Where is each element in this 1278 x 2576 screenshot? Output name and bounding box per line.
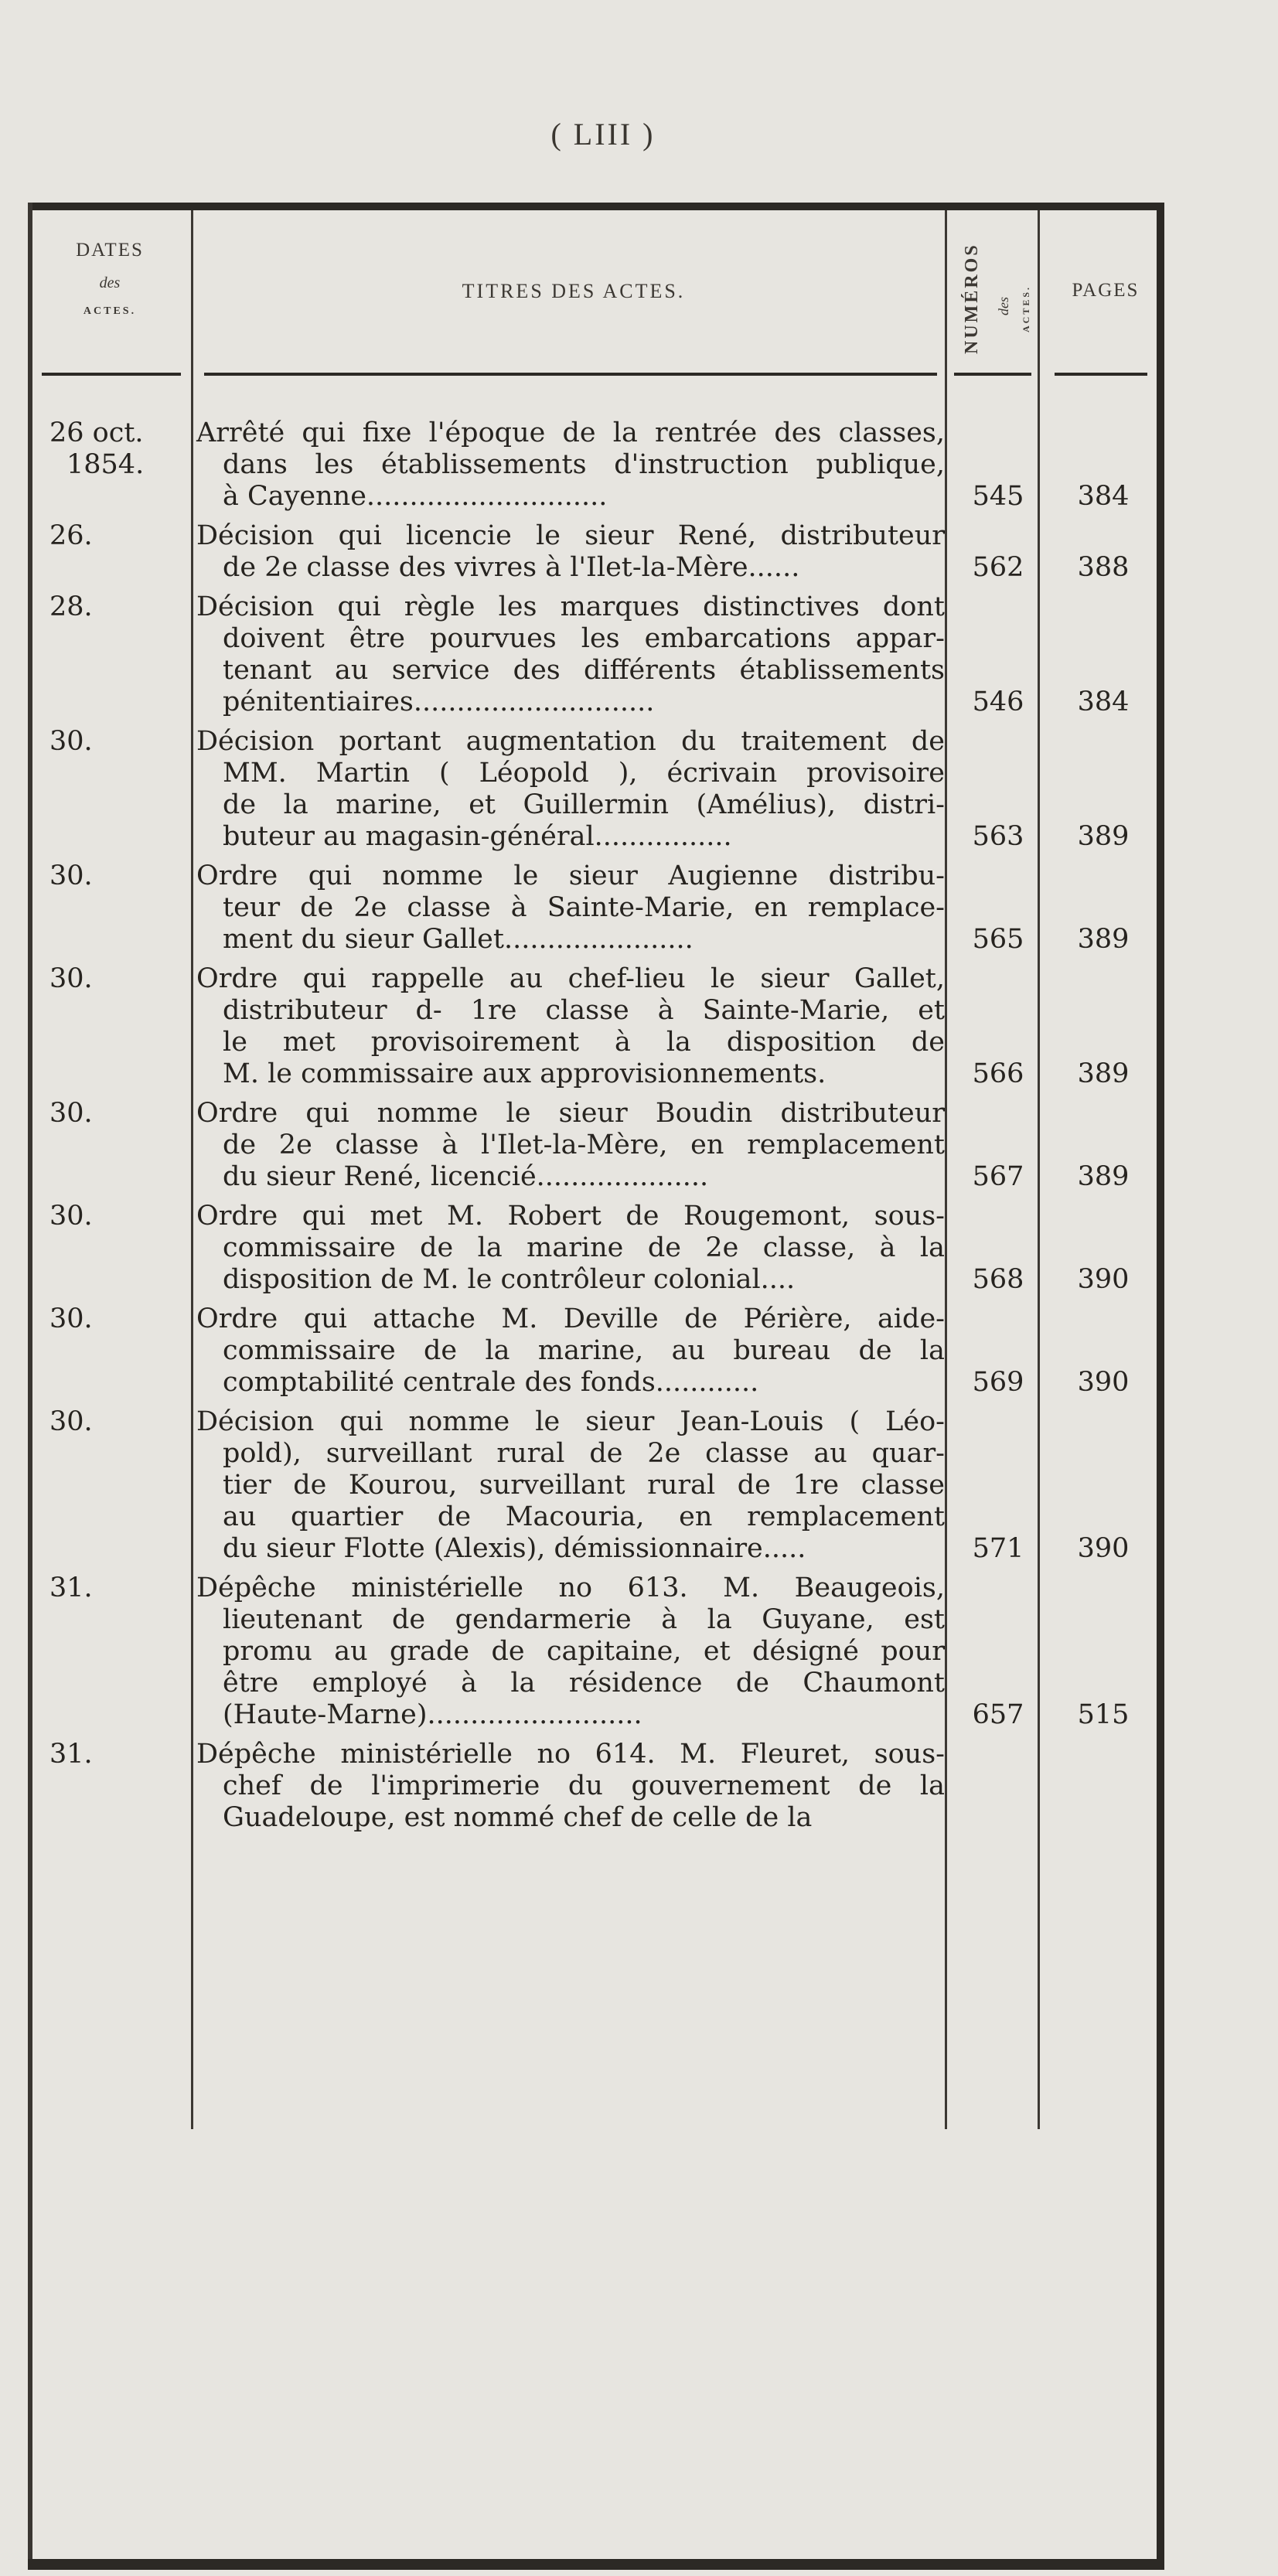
- entry-page: 384: [1077, 687, 1130, 717]
- entry-number: 567: [972, 1161, 1024, 1192]
- entry-page: 389: [1077, 924, 1130, 955]
- entry-title-line: Dépêche ministérielle no 614. M. Fleuret, sous-: [196, 1739, 945, 1770]
- column-divider-dates: [191, 210, 193, 2129]
- entry-title-line: tenant au service des différents établissements: [223, 655, 945, 686]
- entry-title: [196, 963, 945, 1090]
- entry-title-line: Guadeloupe, est nommé chef de celle de la: [223, 1802, 813, 1833]
- header-dates-line3: ACTES.: [83, 305, 137, 317]
- entry-date: [49, 1303, 93, 1335]
- entry-title-line: commissaire de la marine, au bureau de la: [223, 1335, 945, 1366]
- entry-title-line: ment du sieur Gallet......................: [223, 924, 694, 955]
- entry-title-line: à Cayenne............................: [223, 481, 608, 512]
- header-numeros: [957, 224, 1042, 356]
- entry-title-line: du sieur René, licencié....................: [223, 1161, 709, 1192]
- entry-title-line: de 2e classe des vivres à l'Ilet-la-Mère......: [223, 552, 800, 583]
- entry-title-line: être employé à la résidence de Chaumont: [223, 1668, 945, 1699]
- entry-title-line: comptabilité centrale des fonds............: [223, 1367, 759, 1398]
- entry-title-line: lieutenant de gendarmerie à la Guyane, est: [223, 1604, 945, 1635]
- entry-date: [49, 860, 93, 892]
- entry-title-line: Décision qui licencie le sieur René, distributeur: [196, 520, 945, 551]
- table-right-rule: [1157, 203, 1164, 2570]
- entry-title: [196, 726, 945, 853]
- page-header: ( LIII ): [550, 117, 656, 152]
- entry-title-line: Dépêche ministérielle no 613. M. Beaugeois,: [196, 1573, 945, 1603]
- entry-date-line: 30.: [49, 1406, 93, 1437]
- entry-page: 388: [1077, 552, 1130, 583]
- header-rule-titres: [204, 373, 937, 376]
- entry-title-line: du sieur Flotte (Alexis), démissionnaire.....: [223, 1533, 806, 1564]
- entry-title-line: Décision qui nomme le sieur Jean-Louis ( Léo-: [196, 1406, 945, 1437]
- entry-number: 568: [972, 1264, 1024, 1295]
- entry-number: 657: [972, 1699, 1024, 1730]
- entry-date-line: 1854.: [66, 449, 145, 480]
- entry-title: [196, 1201, 945, 1296]
- entry-title: [196, 417, 945, 513]
- entry-number: 565: [972, 924, 1024, 955]
- entry-date: [49, 963, 93, 995]
- entry-date: [49, 1573, 93, 1604]
- entry-date: [49, 1098, 93, 1130]
- entry-date: [49, 726, 93, 758]
- entry-date: [49, 417, 144, 481]
- entry-title-line: disposition de M. le contrôleur colonial....: [223, 1264, 796, 1295]
- entry-date-line: 30.: [49, 1201, 93, 1232]
- header-titres: TITRES DES ACTES.: [462, 280, 686, 302]
- entry-date-line: 31.: [49, 1573, 93, 1603]
- entry-date: [49, 591, 93, 623]
- entry-number: 562: [972, 552, 1024, 583]
- entry-title-line: Ordre qui rappelle au chef-lieu le sieur Gallet,: [196, 963, 945, 994]
- entry-title-line: buteur au magasin-général................: [223, 821, 732, 852]
- header-pages: PAGES: [1072, 280, 1140, 301]
- entry-date-line: 30.: [49, 1098, 93, 1129]
- table-top-rule: [28, 203, 1164, 210]
- entry-title-line: MM. Martin ( Léopold ), écrivain provisoire: [223, 758, 945, 789]
- entry-date-line: 26.: [49, 520, 93, 551]
- entry-title-line: Ordre qui attache M. Deville de Périère, aide-: [196, 1303, 945, 1334]
- entry-date-line: 30.: [49, 963, 93, 994]
- entry-date-line: 30.: [49, 1303, 93, 1334]
- header-numeros-line2: des: [996, 297, 1011, 315]
- header-dates-line2: des: [99, 274, 121, 291]
- entry-date-line: 31.: [49, 1739, 93, 1770]
- entry-title: [196, 1573, 945, 1731]
- entry-title-line: le met provisoirement à la disposition de: [223, 1027, 945, 1058]
- table-bottom-rule: [28, 2559, 1164, 2570]
- entry-title-line: pénitentiaires............................: [223, 687, 655, 717]
- entry-title-line: chef de l'imprimerie du gouvernement de la: [223, 1770, 945, 1801]
- entry-date: [49, 1739, 93, 1770]
- entry-title: [196, 1406, 945, 1565]
- entry-date-line: 30.: [49, 726, 93, 757]
- entry-title-line: doivent être pourvues les embarcations appar-: [223, 623, 945, 654]
- entry-title: [196, 1098, 945, 1193]
- entry-page: 389: [1077, 821, 1130, 852]
- entry-title-line: promu au grade de capitaine, et désigné pour: [223, 1636, 945, 1667]
- entry-title-line: Arrêté qui fixe l'époque de la rentrée des classes,: [196, 417, 945, 448]
- entry-title-line: tier de Kourou, surveillant rural de 1re classe: [223, 1470, 945, 1501]
- entry-number: 563: [972, 821, 1024, 852]
- entry-title-line: de la marine, et Guillermin (Amélius), distri-: [223, 789, 945, 820]
- entry-title-line: (Haute-Marne).........................: [223, 1699, 642, 1730]
- entry-title: [196, 1739, 945, 1834]
- index-table: [32, 203, 1150, 2576]
- entry-title-line: Ordre qui nomme le sieur Augienne distribu-: [196, 860, 945, 891]
- entry-date: [49, 1201, 93, 1232]
- entry-page: 389: [1077, 1161, 1130, 1192]
- entry-number: 546: [972, 687, 1024, 717]
- entry-title: [196, 860, 945, 956]
- entry-title: [196, 591, 945, 718]
- entry-title-line: dans les établissements d'instruction publique,: [223, 449, 945, 480]
- entry-number: 566: [972, 1058, 1024, 1089]
- header-rule-pages: [1055, 373, 1147, 376]
- entry-page: 390: [1077, 1264, 1130, 1295]
- entry-title-line: pold), surveillant rural de 2e classe au quar-: [223, 1438, 945, 1469]
- entry-page: 384: [1077, 481, 1130, 512]
- entry-title-line: Ordre qui nomme le sieur Boudin distributeur: [196, 1098, 945, 1129]
- entry-title-line: distributeur d- 1re classe à Sainte-Marie, et: [223, 995, 945, 1026]
- header-rule-dates: [42, 373, 181, 376]
- entry-date-line: 26 oct.: [49, 417, 144, 448]
- header-rule-numeros: [954, 373, 1031, 376]
- header-numeros-line3: ACTES.: [1021, 285, 1031, 332]
- entry-date: [49, 1406, 93, 1438]
- entry-title-line: de 2e classe à l'Ilet-la-Mère, en remplacement: [223, 1130, 945, 1160]
- entry-title-line: M. le commissaire aux approvisionnements.: [223, 1058, 826, 1089]
- entry-title-line: commissaire de la marine de 2e classe, à la: [223, 1232, 945, 1263]
- entry-date: [49, 520, 93, 552]
- entry-number: 569: [972, 1367, 1024, 1398]
- entry-number: 545: [972, 481, 1024, 512]
- entry-title-line: teur de 2e classe à Sainte-Marie, en remplace-: [223, 892, 945, 923]
- table-left-rule: [28, 203, 32, 2570]
- entry-title: [196, 520, 945, 584]
- entry-title-line: au quartier de Macouria, en remplacement: [223, 1501, 945, 1532]
- header-numeros-line1: NUMÉROS: [962, 243, 982, 354]
- entry-page: 390: [1077, 1367, 1130, 1398]
- entry-date-line: 30.: [49, 860, 93, 891]
- header-dates-line1: DATES: [76, 240, 144, 261]
- entry-page: 515: [1077, 1699, 1130, 1730]
- entry-title-line: Ordre qui met M. Robert de Rougemont, sous-: [196, 1201, 945, 1232]
- entry-title-line: Décision qui règle les marques distinctives dont: [196, 591, 945, 622]
- entry-number: 571: [972, 1533, 1024, 1564]
- entry-page: 389: [1077, 1058, 1130, 1089]
- entry-date-line: 28.: [49, 591, 93, 622]
- header-dates: [32, 210, 187, 365]
- entry-title-line: Décision portant augmentation du traitement de: [196, 726, 945, 757]
- entry-page: 390: [1077, 1533, 1130, 1564]
- column-divider-titres: [945, 210, 947, 2129]
- entry-title: [196, 1303, 945, 1399]
